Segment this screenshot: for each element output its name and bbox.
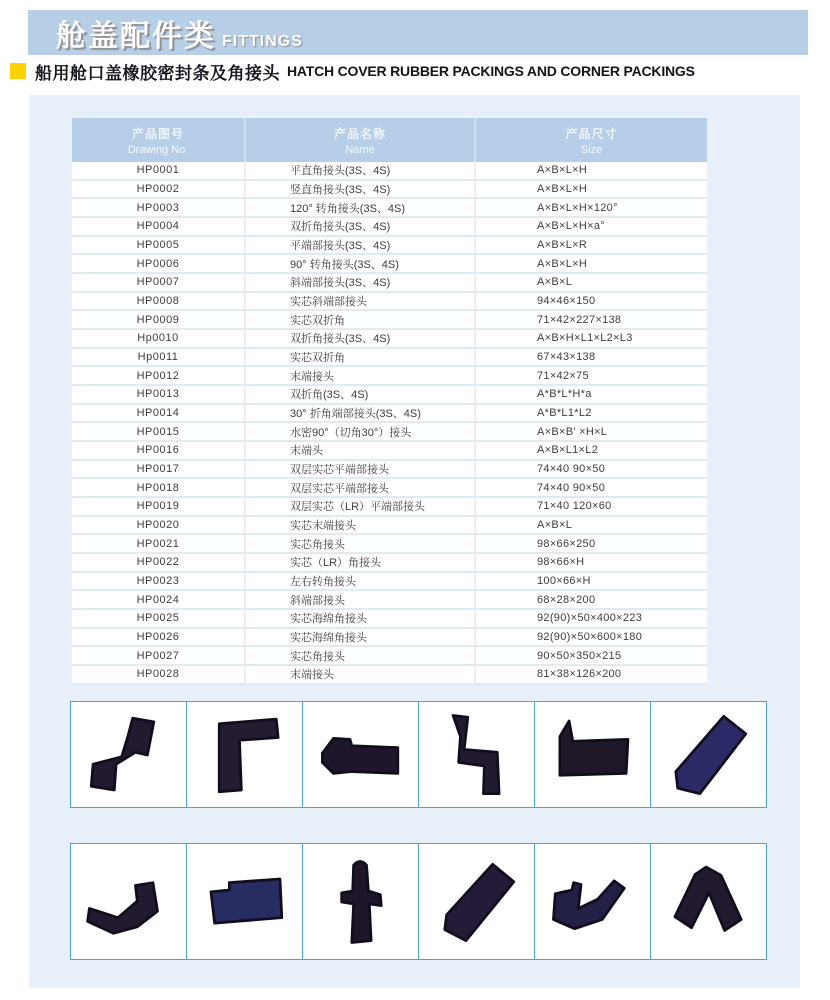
size-cell: 81×38×126×200: [537, 668, 622, 681]
table-row: [72, 554, 707, 573]
name-cell: 实芯斜端部接头: [246, 293, 476, 310]
drawing-no-cell: HP0014: [72, 405, 246, 422]
product-photo-cell: [534, 701, 651, 808]
spiked-block-packing-photo: [545, 709, 641, 801]
size-cell: A*B*L*H*a: [537, 388, 592, 401]
size-cell: A×B×L×H×120°: [537, 201, 618, 214]
drawing-no-cell: HP0025: [72, 610, 246, 627]
column-header-size: [476, 118, 707, 162]
product-photo-cell: [418, 701, 535, 808]
column-header-drawing-no-en: Drawing No.: [127, 143, 189, 156]
chevron-corner-packing-photo: [661, 856, 757, 948]
size-cell: A×B×B' ×H×L: [537, 425, 608, 438]
table-row: [72, 629, 707, 648]
drawing-no-cell: HP0015: [72, 423, 246, 440]
check-shaped-packing-photo: [545, 856, 641, 948]
table-row: [72, 442, 707, 461]
name-cell: 末端头: [246, 442, 476, 459]
table-row: [72, 647, 707, 666]
size-cell: 92(90)×50×600×180: [537, 631, 643, 644]
product-photo-cell: [418, 843, 535, 960]
size-cell: 94×46×150: [537, 295, 596, 308]
drawing-no-cell: HP0007: [72, 274, 246, 291]
size-cell: 98×66×250: [537, 537, 596, 550]
name-cell: 斜端部接头: [246, 591, 476, 608]
drawing-no-cell: HP0018: [72, 479, 246, 496]
name-cell: 实芯双折角: [246, 349, 476, 366]
name-cell: 实芯海绵角接头: [246, 629, 476, 646]
l-shaped-corner-packing-photo: [197, 709, 293, 801]
drawing-no-cell: HP0028: [72, 666, 246, 683]
table-row: [72, 181, 707, 200]
name-cell: 左右转角接头: [246, 573, 476, 590]
drawing-no-cell: HP0016: [72, 442, 246, 459]
z-shaped-corner-packing-photo: [81, 709, 177, 801]
table-row: [72, 274, 707, 293]
drawing-no-cell: HP0027: [72, 647, 246, 664]
size-cell: 68×28×200: [537, 593, 596, 606]
size-cell: 74×40 90×50: [537, 463, 606, 476]
product-photo-cell: [70, 701, 187, 808]
drawing-no-cell: HP0001: [72, 162, 246, 179]
page-title-en: FITTINGS: [222, 33, 303, 50]
name-cell: 30° 折角端部接头(3S、4S): [246, 405, 476, 422]
name-cell: 实芯角接头: [246, 535, 476, 552]
table-row: [72, 517, 707, 536]
round-diagonal-bar-packing-photo: [429, 856, 525, 948]
table-row: [72, 573, 707, 592]
table-row: [72, 162, 707, 181]
product-photo-cell: [650, 843, 767, 960]
table-row: [72, 405, 707, 424]
table-row: [72, 535, 707, 554]
size-cell: 92(90)×50×400×223: [537, 612, 643, 625]
table-row: [72, 311, 707, 330]
subtitle-zh: 船用舱口盖橡胶密封条及角接头: [35, 63, 280, 83]
stepped-hook-packing-photo: [429, 709, 525, 801]
table-row: [72, 330, 707, 349]
notched-block-packing-photo: [197, 856, 293, 948]
content-panel: [29, 95, 800, 988]
size-cell: A×B×L×H: [537, 257, 588, 270]
product-photo-cell: [650, 701, 767, 808]
name-cell: 实芯海绵角接头: [246, 610, 476, 627]
product-photo-cell: [70, 843, 187, 960]
size-cell: 71×42×227×138: [537, 313, 622, 326]
size-cell: 90×50×350×215: [537, 649, 622, 662]
name-cell: 90° 转角接头(3S、4S): [246, 255, 476, 272]
name-cell: 末端接头: [246, 367, 476, 384]
drawing-no-cell: HP0023: [72, 573, 246, 590]
size-cell: A*B*L1*L2: [537, 407, 592, 420]
drawing-no-cell: HP0003: [72, 199, 246, 216]
product-gallery-row-2: [70, 843, 767, 960]
table-row: [72, 423, 707, 442]
size-cell: 67×43×138: [537, 351, 596, 364]
name-cell: 实芯末端接头: [246, 517, 476, 534]
name-cell: 双层实芯（LR）平端部接头: [246, 498, 476, 515]
table-row: [72, 479, 707, 498]
table-row: [72, 367, 707, 386]
name-cell: 平端部接头(3S、4S): [246, 237, 476, 254]
drawing-no-cell: HP0024: [72, 591, 246, 608]
page-title-zh: 舱盖配件类: [56, 20, 216, 53]
column-header-name-en: Name: [345, 143, 375, 156]
drawing-no-cell: HP0021: [72, 535, 246, 552]
product-photo-cell: [186, 843, 303, 960]
name-cell: 双层实芯平端部接头: [246, 479, 476, 496]
column-header-name: [246, 118, 476, 162]
column-header-drawing-no: [72, 118, 246, 162]
dome-top-end-packing-photo: [313, 856, 409, 948]
name-cell: 斜端部接头(3S、4S): [246, 274, 476, 291]
drawing-no-cell: HP0026: [72, 629, 246, 646]
name-cell: 实芯角接头: [246, 647, 476, 664]
size-cell: A×B×L×R: [537, 239, 588, 252]
subtitle-en: HATCH COVER RUBBER PACKINGS AND CORNER PACKINGS: [287, 63, 695, 79]
name-cell: 水密90°（切角30°）接头: [246, 423, 476, 440]
name-cell: 双折角接头(3S、4S): [246, 330, 476, 347]
size-cell: 71×42×75: [537, 369, 589, 382]
drawing-no-cell: HP0019: [72, 498, 246, 515]
shallow-v-hook-packing-photo: [81, 856, 177, 948]
drawing-no-cell: HP0013: [72, 386, 246, 403]
table-body: [72, 162, 707, 685]
drawing-no-cell: HP0020: [72, 517, 246, 534]
drawing-no-cell: HP0005: [72, 237, 246, 254]
table-row: [72, 218, 707, 237]
table-row: [72, 610, 707, 629]
drawing-no-cell: Hp0011: [72, 349, 246, 366]
column-header-size-en: Size: [580, 143, 603, 156]
table-row: [72, 293, 707, 312]
drawing-no-cell: HP0022: [72, 554, 246, 571]
name-cell: 末端接头: [246, 666, 476, 683]
table-row: [72, 199, 707, 218]
size-cell: 100×66×H: [537, 575, 591, 588]
column-header-size-zh: 产品尺寸: [565, 126, 618, 141]
size-cell: A×B×H×L1×L2×L3: [537, 332, 633, 345]
drawing-no-cell: HP0006: [72, 255, 246, 272]
product-photo-cell: [302, 843, 419, 960]
table-row: [72, 386, 707, 405]
name-cell: 实芯双折角: [246, 311, 476, 328]
drawing-no-cell: Hp0010: [72, 330, 246, 347]
product-photo-cell: [186, 701, 303, 808]
name-cell: 双折角接头(3S、4S): [246, 218, 476, 235]
table-header-row: [72, 118, 707, 162]
size-cell: A×B×L×H: [537, 183, 588, 195]
yellow-square-icon: [10, 63, 26, 79]
parts-table: [72, 118, 707, 685]
product-gallery-row-1: [70, 701, 767, 808]
table-row: [72, 349, 707, 368]
product-photo-cell: [534, 843, 651, 960]
size-cell: A×B×L×H×a°: [537, 220, 605, 233]
table-row: [72, 461, 707, 480]
name-cell: 双折角(3S、4S): [246, 386, 476, 403]
table-row: [72, 255, 707, 274]
size-cell: 98×66×H: [537, 556, 585, 569]
drawing-no-cell: HP0008: [72, 293, 246, 310]
diagonal-bar-packing-photo: [661, 709, 757, 801]
table-row: [72, 666, 707, 685]
name-cell: 120° 转角接头(3S、4S): [246, 199, 476, 216]
drawing-no-cell: HP0002: [72, 181, 246, 198]
name-cell: 竖直角接头(3S、4S): [246, 181, 476, 198]
table-row: [72, 591, 707, 610]
table-row: [72, 498, 707, 517]
drawing-no-cell: HP0009: [72, 311, 246, 328]
column-header-drawing-no-zh: 产品图号: [131, 126, 184, 141]
size-cell: A×B×L: [537, 276, 573, 289]
size-cell: A×B×L: [537, 519, 573, 532]
name-cell: 实芯（LR）角接头: [246, 554, 476, 571]
bullet-end-packing-photo: [313, 709, 409, 801]
drawing-no-cell: HP0004: [72, 218, 246, 235]
name-cell: 平直角接头(3S、4S): [246, 162, 476, 179]
drawing-no-cell: HP0012: [72, 367, 246, 384]
header-banner: [28, 10, 808, 55]
size-cell: A×B×L1×L2: [537, 444, 599, 457]
size-cell: A×B×L×H: [537, 164, 588, 177]
product-photo-cell: [302, 701, 419, 808]
table-row: [72, 237, 707, 256]
size-cell: 71×40 120×60: [537, 500, 612, 513]
section-subtitle: [10, 60, 695, 82]
size-cell: 74×40 90×50: [537, 481, 606, 494]
name-cell: 双层实芯平端部接头: [246, 461, 476, 478]
drawing-no-cell: HP0017: [72, 461, 246, 478]
column-header-name-zh: 产品名称: [333, 126, 386, 141]
